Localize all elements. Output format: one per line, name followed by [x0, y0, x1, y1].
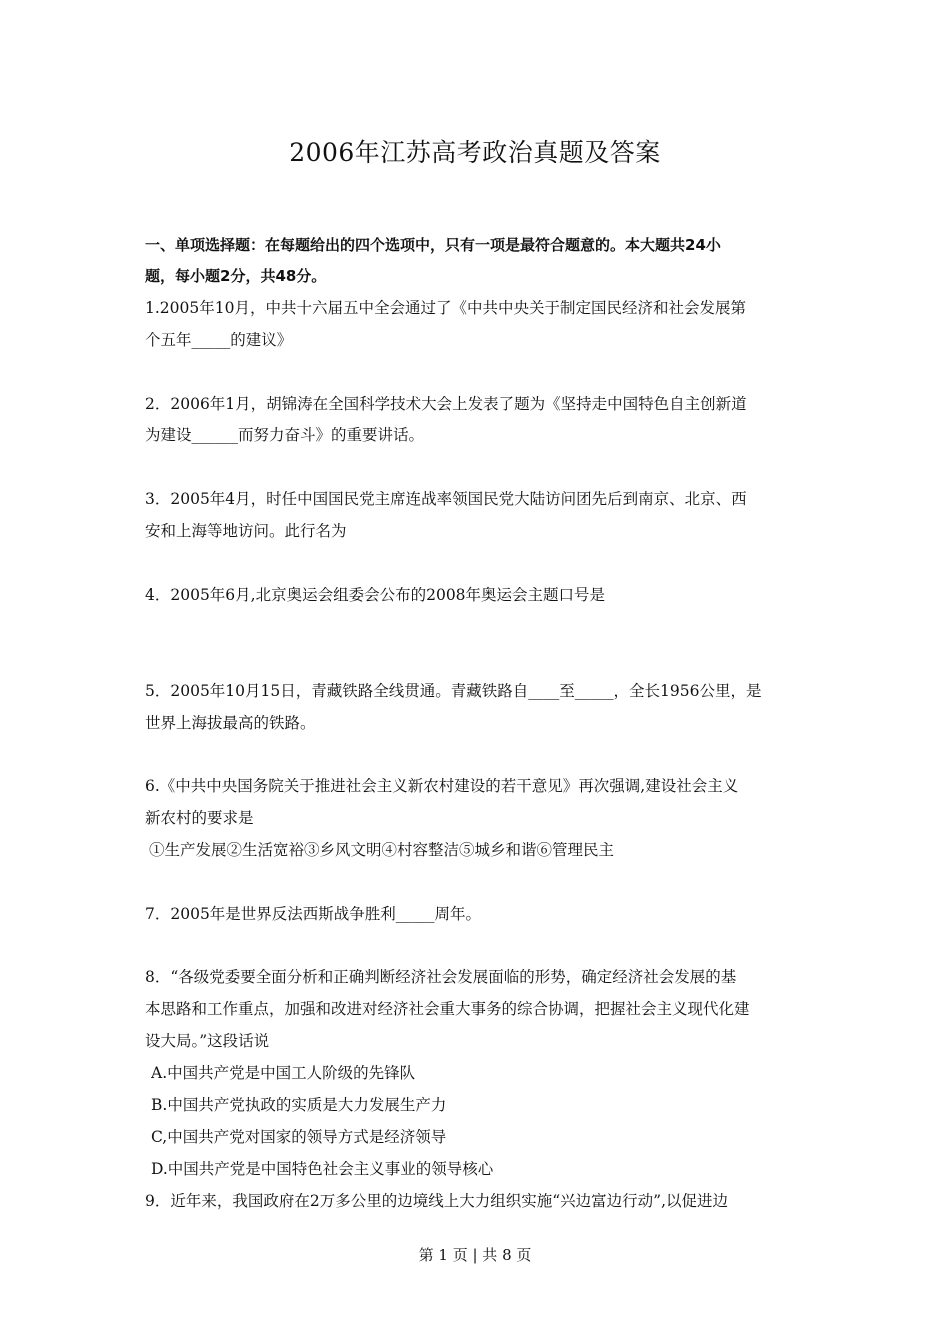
- q5-stem-line-2: 世界上海拔最高的铁路。: [145, 714, 316, 732]
- q6-stem-line-2: 新农村的要求是: [145, 809, 254, 827]
- q8-stem-line-3: 设大局。”这段话说: [145, 1032, 270, 1050]
- q9-stem-line-1: 9．近年来，我国政府在2万多公里的边境线上大力组织实施“兴边富边行动”,以促进边: [145, 1192, 729, 1210]
- section-heading-line-1: 一、单项选择题：在每题给出的四个选项中，只有一项是最符合题意的。本大题共24小: [145, 236, 721, 254]
- q7-stem-line-1: 7．2005年是世界反法西斯战争胜利_____周年。: [145, 905, 482, 923]
- q3-stem-line-2: 安和上海等地访问。此行名为: [145, 522, 347, 540]
- q1-stem-line-1: 1.2005年10月，中共十六届五中全会通过了《中共中央关于制定国民经济和社会发展第: [145, 299, 746, 317]
- q8-option-c: C,中国共产党对国家的领导方式是经济领导: [151, 1128, 447, 1146]
- q5-stem-line-1: 5．2005年10月15日，青藏铁路全线贯通。青藏铁路自____至_____，全长1956公里，是: [145, 682, 762, 700]
- page-footer: 第 1 页 | 共 8 页: [418, 1246, 532, 1264]
- q8-stem-line-2: 本思路和工作重点，加强和改进对经济社会重大事务的综合协调，把握社会主义现代化建: [145, 1000, 750, 1018]
- q8-option-b: B.中国共产党执政的实质是大力发展生产力: [151, 1096, 447, 1114]
- q8-option-a: A.中国共产党是中国工人阶级的先锋队: [151, 1064, 416, 1082]
- q2-stem-line-2: 为建设______而努力奋斗》的重要讲话。: [145, 426, 425, 444]
- q2-stem-line-1: 2．2006年1月，胡锦涛在全国科学技术大会上发表了题为《坚持走中国特色自主创新道: [145, 395, 747, 413]
- q6-stem-line-3: ①生产发展②生活宽裕③乡风文明④村容整洁⑤城乡和谐⑥管理民主: [149, 841, 615, 859]
- q6-stem-line-1: 6.《中共中央国务院关于推进社会主义新农村建设的若干意见》再次强调,建设社会主义: [145, 777, 739, 795]
- q8-option-d: D.中国共产党是中国特色社会主义事业的领导核心: [151, 1160, 494, 1178]
- page-title: 2006年江苏高考政治真题及答案: [289, 138, 661, 167]
- q1-stem-line-2: 个五年_____的建议》: [145, 331, 293, 349]
- section-heading-line-2: 题，每小题2分，共48分。: [145, 267, 327, 285]
- q3-stem-line-1: 3．2005年4月，时任中国国民党主席连战率领国民党大陆访问团先后到南京、北京、西: [145, 490, 747, 508]
- q8-stem-line-1: 8．“各级党委要全面分析和正确判断经济社会发展面临的形势，确定经济社会发展的基: [145, 968, 737, 986]
- q4-stem-line-1: 4．2005年6月,北京奥运会组委会公布的2008年奥运会主题口号是: [145, 586, 606, 604]
